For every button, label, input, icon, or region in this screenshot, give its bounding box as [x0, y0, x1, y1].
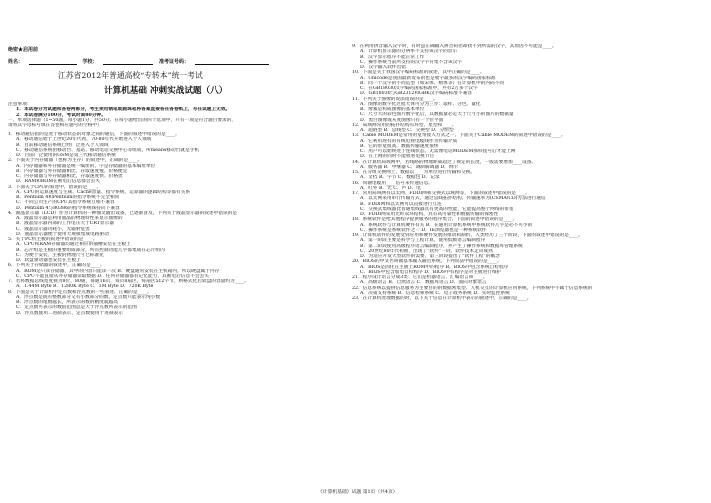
question-stem: 18．系统软件是给其他程序提供服务的程序集合，下面的叙述中错误的是____。	[352, 217, 518, 223]
option-line: D．浮点数使用二进制表示，定点数使用十进制表示	[16, 310, 123, 316]
option-line: C．在GB18030汉字编码国家标准中，共有2万多个汉字	[360, 86, 478, 91]
option-line: A．液晶显示器是利用液晶的物理特性来显示图像的	[16, 216, 123, 221]
school-blank	[103, 59, 153, 65]
left-column	[8, 0, 346, 503]
option-line: B．同一个汉字的不同造型（如宋体、楷体等）在计算机中的内码不同	[360, 80, 505, 86]
paper-title: 计算机基础 冲刺实战试题（八）	[104, 86, 228, 96]
option-line: D．软盘驱动器也安装在主板上	[16, 258, 81, 263]
exam-number-blank	[195, 59, 269, 65]
exam-number-label: 准考证号码：	[159, 59, 190, 65]
question-stem: 2．下面关于内存储器（也称为主存）的叙述中，正确的是____。	[8, 158, 143, 164]
option-line: C．尺寸大的彩色图片数字化后，其数据量必定大于尺寸小的图片的数据量	[360, 112, 514, 118]
note-line: 1．本试卷分为试题和答卷两部分，考生须用钢笔或圆珠笔将答案直接答在答卷纸上，写在试题上无效。	[16, 107, 231, 113]
option-line: A．系统软件与计算机硬件有关 B．在通用计算机系统中系统软件几乎是必不可少的	[360, 222, 533, 228]
exam-notes	[8, 102, 236, 128]
question-stem: 7．若将数据总线宽度视为8位，80通，每通16页，每页8扇区，每扇区512字节，则格式化后软盘的容量约为____。	[8, 279, 249, 284]
option-line: B．它的带宽很高，数据传输速度很快	[360, 143, 439, 149]
question-stem: 22．信息系统以提供信息服务为主要目的的数据密集型、人机交互的计算机应用系统，下列系统中不属于信息系统的	[352, 285, 593, 291]
option-line: B．芯片组是主板的重要组成部分，所有控制功能几乎都集成在芯片组内	[16, 247, 165, 253]
question-stem: 20．BIOS的中文名叫做基本输入输出系统，下列说法中错误的是____。	[352, 259, 502, 265]
option-line: B．液晶显示器内部的工作电压大于CRT显示器	[16, 221, 114, 227]
right-column	[352, 0, 698, 503]
question-stem: 23．在计算机处理数据的时，以下关于信息在计算机中表示的描述中，正确的是____。	[352, 296, 532, 301]
option-line: D．Pentium 4与80386的指令系统保持向下兼容	[16, 205, 120, 211]
option-line: A．计算机显示器的分辨率不支持该汉字的显示	[360, 49, 458, 55]
question-stem: 11．下列关于图像的说法错误的是____。	[352, 96, 438, 102]
section-heading: 一、单项选择题（1~50题，每小题1分，共50分。在每小题给出的四个选项中，只有一项是符合题目要求的，	[8, 117, 237, 123]
option-line: C．CPU不能直接从外存储器读取数据 D．任何存储器都有记忆能力，其断电后信息不会丢失	[16, 273, 209, 279]
option-line: A．文档 B．字节 C．数据包 D．记录	[360, 175, 440, 181]
option-line: A．CPU的运算速度与主频、Cache容量、指令系统、运算器的逻辑结构等都有关系	[16, 189, 191, 195]
option-line: C．内存储器与外存储器相比，存取速度快、价格贵	[16, 174, 123, 179]
question-stem: 17．常用局域网有以太网、FDDI网和交换式以域网等，下面的叙述中错误的是____。	[352, 191, 530, 196]
questions-right	[352, 44, 592, 301]
option-line: C．为便于安装，主板的物理尺寸已标准化	[16, 252, 104, 258]
option-line: A．高级语言 B．自然语言 C．数据库语言 D．面向对象语言	[360, 280, 487, 286]
question-stem: 5．关于PC机主板的叙述中错误的是____。	[8, 237, 98, 242]
option-line: D．RAM和ROM在断电后信息都会丢失	[16, 179, 100, 185]
option-line: B．第二阶段使用高级程序语言编制程序，并产生了操作系统和数据库管理系统	[360, 243, 523, 249]
option-line: B．汉字显示程序不能正常工作	[360, 54, 425, 60]
option-line: A．它利用现有的有线电视电缆线作为传输介质	[360, 138, 458, 144]
option-line: C．定点数可表示的数值范围总是大于浮点数所表示的范围	[16, 305, 137, 311]
name-label: 姓名：	[8, 59, 24, 65]
page-footer: 《计算机基础》试题 第1页（共4页）	[318, 490, 398, 495]
option-line: D．为适应开发大型软件的需要，第三阶段提出了“软件工程”的概念	[360, 254, 500, 259]
question-stem: 3．下面关于CPU的叙述中，错误的是____。	[8, 184, 102, 190]
option-line: D．黑白图像或灰度图像只有一个位平面	[360, 117, 444, 123]
question-stem: 10．下面是关于我国汉字编码标准的叙述，其中正确的是____。	[352, 70, 485, 76]
school-label: 学校：	[82, 59, 98, 65]
option-line: A．第一阶段主要是科学与工程计算，使用低级语言编制程序	[360, 238, 486, 244]
exam-title: 江苏省2012年普通高校“专转本”统一考试	[58, 71, 203, 80]
option-line: A．服务器 B．中继器 C．调制解调器 D．网卡	[360, 164, 459, 170]
option-line: A．CPU和RAM存储器均通过相应的插槽安装在主板上	[16, 242, 131, 248]
question-stem: 19．计算机软件的发展受到应用和硬件发展的推动和制约，人类经历了三个阶段，下面的叙述中错误的是____。	[352, 233, 583, 238]
note-line: 2．本试卷满分100分，考试时间80分钟。	[16, 112, 106, 118]
option-line: C．用户可以始终处于连线状态，无需像电话MODEM那样拨号后才能上网	[360, 149, 516, 154]
name-blank	[29, 59, 77, 65]
option-line: A．决策支持系统 B．信息检索系统 C．电子政务系统 D．实时监控系统	[360, 290, 510, 296]
option-line: C．液晶显示器功耗小，无辐射危害	[16, 226, 90, 232]
option-line: B．FDDI网和以太网可以直接进行互连	[360, 201, 442, 207]
question-stem: 16．同轴电缆用____信号来传递信息。	[352, 180, 433, 186]
option-line: D．汉字输入软件出错	[360, 65, 406, 70]
option-line: A．BIOS是固化在主板上ROM中的程序 B．BIOS中包含系统自检程序	[360, 264, 509, 270]
question-stem: 14．在计算机局域网中，若线路的物理距离超过了规定的长度，一般需要增加____设备。	[352, 159, 537, 165]
option-line: D．GB18030与GB2312和GBK汉字编码标准不兼容	[360, 91, 472, 97]
option-line: C．操作系统当前所支持的汉字字符集不含该汉字	[360, 59, 463, 65]
option-line: D．液晶显示器便于使用大规模集成电路驱动	[16, 231, 109, 237]
option-line: D．在上网的同时不能收看电视节目	[360, 154, 435, 160]
question-stem: 8．下面是关于计算机中定点数和浮点数的一些叙述，正确的是____。	[8, 289, 152, 295]
option-line: A．1.44M Byte B．1280K Byte C．1M Byte D．720K Byte	[16, 284, 154, 290]
option-line: A．ROM是只读存储器，其中的内容只能读一次 B．硬盘通常安装在主机箱内，所以硬盘属于内存	[16, 268, 220, 274]
question-stem: 6．下列关于存储器的叙述中，正确的是____。	[8, 263, 105, 269]
section-instruction: 请将其字母标号填在答卷相应题号的空格中）	[8, 123, 102, 128]
question-stem: 21．程序设计语言分成3类：它们是机器语言、汇编语言和____。	[352, 275, 488, 280]
option-line: A．Unicode是我国最新发布的也是收字最多的汉字编码国家标准	[360, 75, 496, 81]
option-line: C．交换式集线器比普通集线器具有更高的性能，它能提高整个网络的带宽	[360, 206, 514, 212]
secret-label: 绝密★启用前	[8, 47, 39, 53]
option-line: C．不同公司生产的CPU其指令系统互相不兼容	[16, 200, 115, 206]
option-line: A．移动通信始于上世纪20年代初，70-80年代开始进入个人领域	[16, 137, 152, 143]
option-line: A．以太网采用串行传输方式，通过总线拓扑结构，传输速率为(CSMA/CD)方法进行通信	[360, 196, 546, 202]
option-line: B．内存储器与外存储器相比，存取速度慢、价格便宜	[16, 168, 128, 174]
question-stem: 12．局域网常用的拓扑结构有环型、星型和____。	[352, 122, 457, 128]
option-line: C．操作系统是系统软件之一 D．IE浏览器也是一种系统软件	[360, 227, 487, 233]
option-line: B．浮点数的尾数越长，所表示的数的精度就越高	[16, 300, 118, 305]
notes-heading: 注意事项：	[8, 102, 32, 107]
option-line: A．红外 B．光 C．声 D．电	[360, 185, 421, 191]
option-line: D．FDDI网采用光纤双环结构，具有高可靠性和数据传输的保密性	[360, 212, 499, 217]
option-line: C．20世纪80年代初期，出现了“软件”一词，软件技术走向成熟	[360, 248, 493, 254]
option-line: B．像素是构成图像的基本单位	[360, 107, 425, 112]
question-stem: 9．在利用拼音输入汉字时，有时虽正确输入拼音码但却找不到所需的汉字，其原因不可能是____。	[352, 44, 557, 49]
candidate-info-row	[8, 58, 338, 65]
option-line: D．目前广泛使用的GSM是第三代移动通信系统	[16, 153, 116, 158]
questions-left	[8, 132, 249, 316]
option-line: B．Pentium 4和Pentium的指令系统不完全相同	[16, 195, 120, 200]
question-stem: 15．在分组交换网上，数据以____为单位进行传输和交换。	[352, 170, 476, 175]
question-stem: 4．液晶显示器（LCD）作为计算机的一种图文输出设备，已逐渐普及，下列关于液晶显示器的叙述中错误的是	[8, 210, 238, 216]
question-stem: 13．Cable MODEM是常用的宽带接入方式之一，下面关于Cable MODEM的叙述中错误的是____。	[352, 133, 566, 139]
option-line: B．目前移动通信系统已经广泛进入个人领域	[16, 142, 109, 148]
option-line: C．BIOS中包含加电自检程序 D．BIOS中有程序是对主板进行维护	[360, 269, 502, 275]
question-stem: 1．移动通信指的是处于移动状态的对象之间的通信，下面的叙述中错误的是____。	[8, 132, 180, 137]
option-line: C．移动通信系统由移动台、基站、移动电话交换中心等组成，所means移动台就是手机	[16, 147, 200, 153]
option-line: A．内存储器和外存储器是统一编址的，字是存储器的基本编址单位	[16, 163, 156, 169]
option-line: A．超链型 B．总线型 C．交换型 D．分组型	[360, 128, 454, 133]
option-line: A．浮点数是既有整数部分又有小数部分的数，定点数只能表示纯小数	[16, 294, 161, 300]
option-line: A．图像的数字化过程大体可分为三步：取样、分色、量化	[360, 101, 481, 107]
